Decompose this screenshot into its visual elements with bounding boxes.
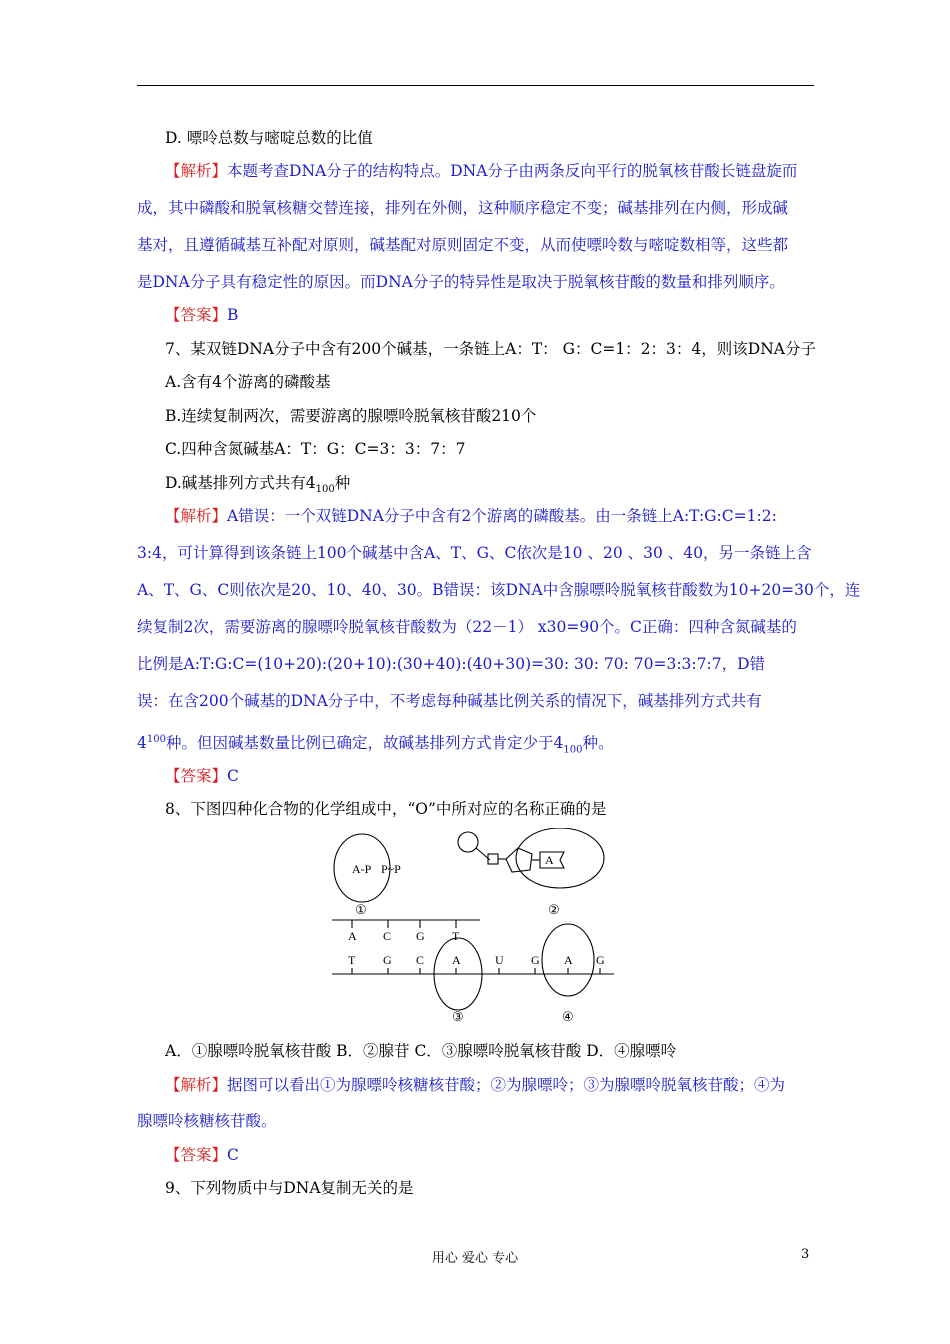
dna-top-base: G: [416, 929, 425, 943]
q8-options: A．①腺嘌呤脱氧核苷酸 B．②腺苷 C．③腺嘌呤脱氧核苷酸 D．④腺嘌呤: [165, 1042, 677, 1060]
dna-bottom-base: A: [452, 953, 461, 967]
answer-tag: 【答案】: [165, 1146, 228, 1164]
q7-analysis-line: $4^{100}$种。但因碱基数量比例已确定，故碱基排列方式肯定少于$4_{100}$种。: [137, 734, 614, 756]
dna-bottom-base: T: [348, 953, 356, 967]
q7-analysis-line: 比例是A:T:G:C=(10+20):(20+10):(30+40):(40+30)=30: 30: 70: 70=3:3:7:7，D错: [137, 655, 766, 673]
q6-analysis-line: 是DNA分子具有稳定性的原因。而DNA分子的特异性是取决于脱氧核苷酸的数量和排列顺序。: [137, 273, 785, 291]
rna-base: U: [495, 953, 504, 967]
rna-base: G: [531, 953, 540, 967]
q7-analysis-line: 【解析】A错误：一个双链DNA分子中含有2个游离的磷酸基。由一条链上A:T:G:C=1:2:: [165, 507, 777, 525]
q7-option-d: D.碱基排列方式共有$4_{100}$种: [165, 474, 351, 496]
q7-answer: 【答案】C: [165, 767, 239, 785]
q6-answer: 【答案】B: [165, 306, 239, 324]
rna-base: G: [596, 953, 605, 967]
answer-tag: 【答案】: [165, 767, 228, 785]
base-label: A: [545, 853, 554, 867]
q6-analysis-line: 【解析】本题考查DNA分子的结构特点。DNA分子由两条反向平行的脱氧核苷酸长链盘旋而: [165, 162, 798, 180]
q7-option-c: C.四种含氮碱基A：T：G：C=3：3：7：7: [165, 440, 466, 458]
rna-base: A: [564, 953, 573, 967]
q6-analysis-line: 成，其中磷酸和脱氧核糖交替连接，排列在外侧，这种顺序稳定不变；碱基排列在内侧，形成碱: [137, 199, 789, 217]
atp-tail-label: P~P: [381, 862, 401, 876]
figure-label-1: ①: [355, 902, 367, 917]
q7-analysis-line: 3:4，可计算得到该条链上100个碱基中含A、T、G、C依次是10 、20 、30 、40，另一条链上含: [137, 544, 812, 562]
page-number: 3: [801, 1247, 810, 1262]
atp-label: A-P: [352, 862, 372, 876]
figure-label-3: ③: [452, 1009, 464, 1024]
figure-label-2: ②: [548, 902, 560, 917]
q7-option-a: A.含有4个游离的磷酸基: [165, 373, 331, 391]
q8-analysis-line: 腺嘌呤核糖核苷酸。: [137, 1112, 277, 1130]
q9-stem: 9、下列物质中与DNA复制无关的是: [165, 1179, 414, 1197]
header-rule: [137, 85, 814, 86]
footer-text: 用心 爱心 专心: [431, 1251, 519, 1266]
q7-analysis-line: 误：在含200个碱基的DNA分子中，不考虑每种碱基比例关系的情况下，碱基排列方式共有: [137, 692, 762, 710]
q8-stem: 8、下图四种化合物的化学组成中，“O”中所对应的名称正确的是: [165, 800, 607, 818]
analysis-tag: 【解析】: [165, 1076, 228, 1094]
compound-figure: [330, 828, 620, 1028]
q6-option-d: D. 嘌呤总数与嘧啶总数的比值: [165, 129, 373, 147]
q7-option-b: B.连续复制两次，需要游离的腺嘌呤脱氧核苷酸210个: [165, 407, 537, 425]
q6-analysis-line: 基对，且遵循碱基互补配对原则，碱基配对原则固定不变，从而使嘌呤数与嘧啶数相等，这些都: [137, 236, 789, 254]
figure-label-4: ④: [562, 1009, 574, 1024]
nucleotide-circle: [516, 828, 604, 888]
q8-answer: 【答案】C: [165, 1146, 239, 1164]
q7-stem: 7、某双链DNA分子中含有200个碱基，一条链上A：T： G：C=1：2：3：4，则该DNA分子: [165, 340, 816, 358]
dna-top-base: T: [452, 929, 460, 943]
dna-top-base: C: [383, 929, 392, 943]
q7-analysis-line: 续复制2次，需要游离的腺嘌呤脱氧核苷酸数为（22－1） x30=90个。C正确：四种含氮碱基的: [137, 618, 797, 636]
answer-tag: 【答案】: [165, 306, 228, 324]
analysis-tag: 【解析】: [165, 162, 228, 180]
q8-analysis-line: 【解析】据图可以看出①为腺嘌呤核糖核苷酸；②为腺嘌呤；③为腺嘌呤脱氧核苷酸；④为: [165, 1076, 786, 1094]
dna-bottom-base: G: [383, 953, 392, 967]
dna-top-base: A: [348, 929, 357, 943]
phosphate-circle-icon: [458, 832, 478, 852]
dna-bottom-base: C: [416, 953, 425, 967]
q7-analysis-line: A、T、G、C则依次是20、10、40、30。B错误：该DNA中含腺嘌呤脱氧核苷酸数为10+20=30个，连: [137, 581, 861, 599]
analysis-tag: 【解析】: [165, 507, 228, 525]
